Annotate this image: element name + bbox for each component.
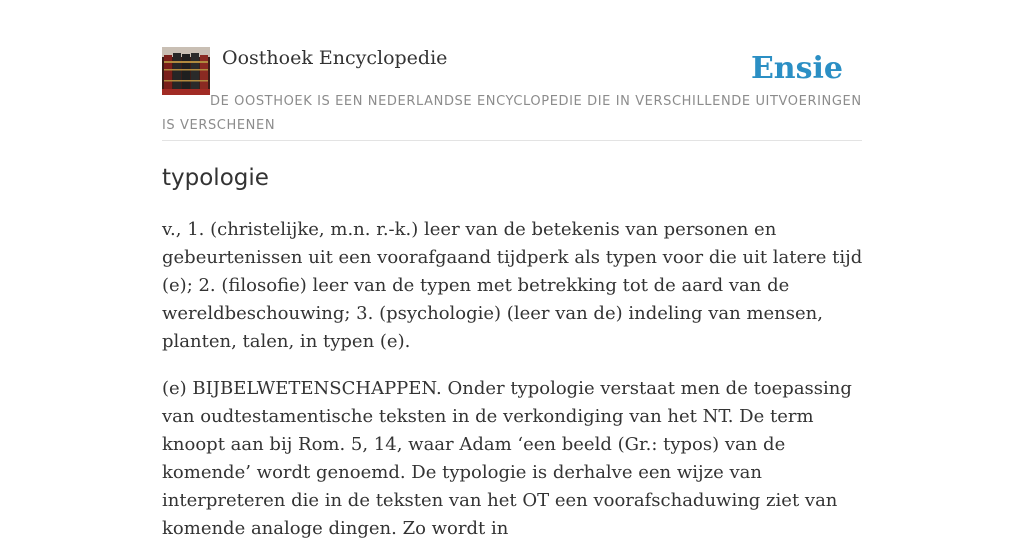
article-paragraph-bijbelwetenschappen: (e) BIJBELWETENSCHAPPEN. Onder typologie verstaat men de toepassing van oudtestamentische teksten in de verkondiging van het NT. De term knoopt aan bij Rom. 5, 14, waar Adam ‘een beeld (Gr.: typos) van de komende’ wordt genoemd. De typologie is derhalve een wijze van interpreteren die in de teksten van het OT een voorafschaduwing ziet van komende analoge dingen. Zo wordt in	[162, 378, 852, 539]
article-paragraph-definition: v., 1. (christelijke, m.n. r.-k.) leer van de betekenis van personen en gebeurtenissen uit een voorafgaand tijdperk als typen voor die uit latere tijd (e); 2. (filosofie) leer van de typen met betrekking tot de aard van de wereldbeschouwing; 3. (psychologie) (leer van de) indeling van mensen, planten, talen, in typen (e).	[162, 219, 863, 352]
encyclopedia-books-icon[interactable]	[162, 47, 210, 95]
article	[162, 160, 868, 543]
brand-logo[interactable]: Ensie	[750, 51, 843, 86]
site-tagline: DE OOSTHOEK IS EEN NEDERLANDSE ENCYCLOPEDIE DIE IN VERSCHILLENDE UITVOERINGEN IS VERSCHENEN	[162, 94, 862, 133]
article-headword: typologie	[162, 165, 269, 191]
encyclopedia-books-icon-graphic	[162, 47, 210, 95]
site-title[interactable]: Oosthoek Encyclopedie	[222, 47, 448, 69]
site-header	[162, 46, 862, 141]
